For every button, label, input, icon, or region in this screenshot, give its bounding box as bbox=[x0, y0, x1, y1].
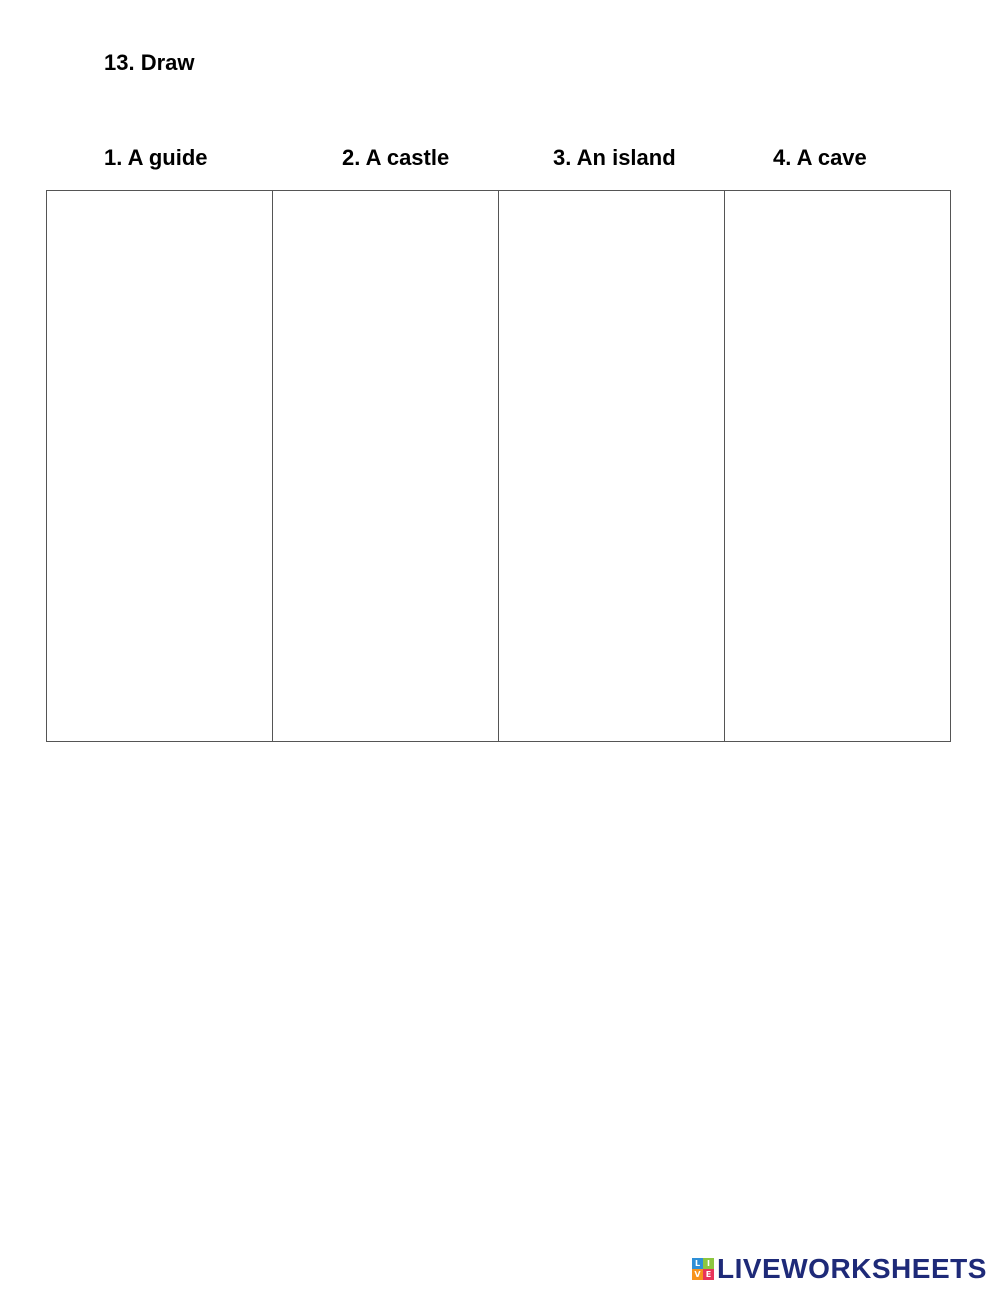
drawing-label-island: 3. An island bbox=[553, 145, 676, 170]
drawing-row bbox=[47, 191, 951, 742]
drawing-box-castle[interactable] bbox=[273, 191, 499, 742]
exercise-title: 13. Draw bbox=[104, 50, 195, 75]
drawing-label-castle: 2. A castle bbox=[342, 145, 450, 170]
liveworksheets-brand bbox=[692, 1254, 987, 1284]
logo-tile: I bbox=[703, 1258, 714, 1269]
liveworksheets-logo-icon bbox=[692, 1258, 714, 1280]
drawing-box-cave[interactable] bbox=[725, 191, 951, 742]
drawing-box-guide[interactable] bbox=[47, 191, 273, 742]
logo-tile: E bbox=[703, 1269, 714, 1280]
drawing-label-cave: 4. A cave bbox=[773, 145, 867, 170]
drawing-box-island[interactable] bbox=[499, 191, 725, 742]
brand-name: LIVEWORKSHEETS bbox=[717, 1253, 987, 1284]
logo-tile: V bbox=[692, 1269, 703, 1280]
logo-tile: L bbox=[692, 1258, 703, 1269]
drawing-label-guide: 1. A guide bbox=[104, 145, 208, 170]
drawing-table bbox=[46, 190, 951, 742]
